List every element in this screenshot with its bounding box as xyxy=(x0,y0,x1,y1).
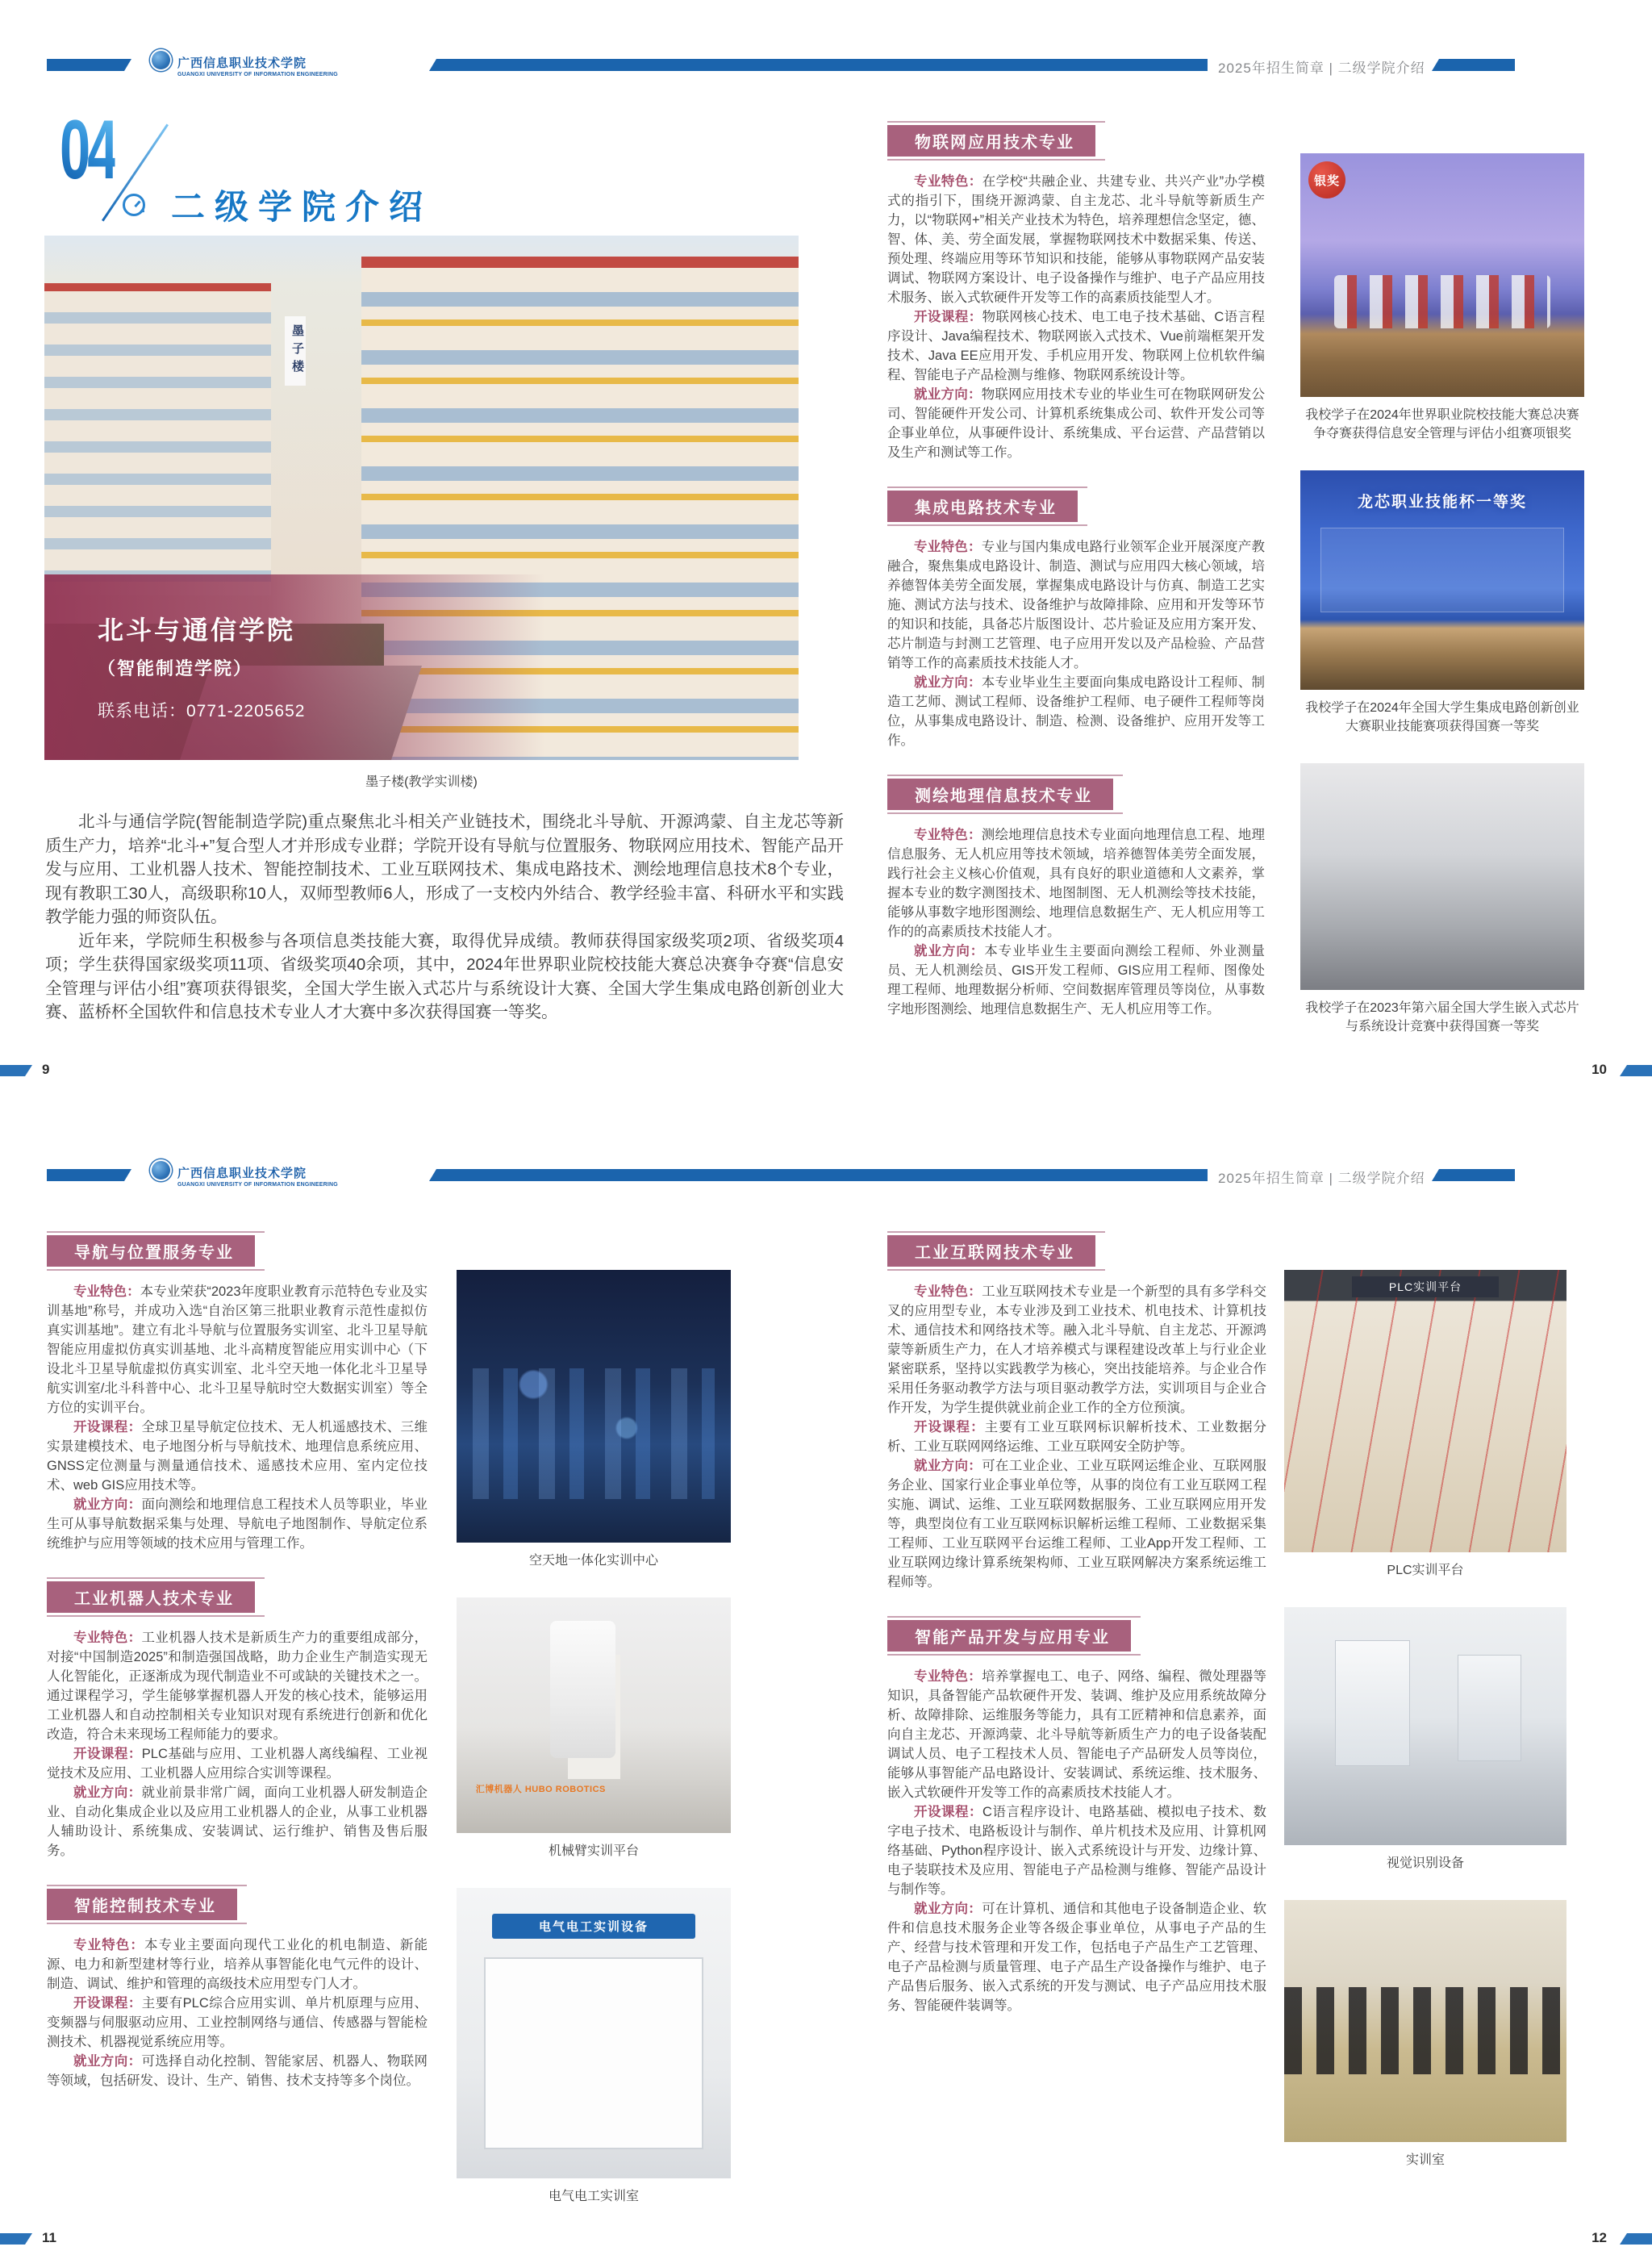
spread-pages-9-10 xyxy=(0,0,1652,1085)
major-section xyxy=(887,121,1265,462)
major-title-bar xyxy=(887,486,1087,526)
paragraph-label: 开设课程： xyxy=(914,1420,985,1434)
school-logo-globe-icon xyxy=(150,1159,172,1181)
major-paragraph: 就业方向：面向测绘和地理信息工程技术人员等职业，毕业生可从事导航数据采集与处理、导航电子地图制作、导航定位系统维护与应用等领域的技术应用与管理工作。 xyxy=(47,1497,428,1551)
photo-award1 xyxy=(1300,153,1584,397)
school-logo-globe-icon xyxy=(150,49,172,71)
intro-paragraph: 北斗与通信学院(智能制造学院)重点聚焦北斗相关产业链技术，围绕北斗导航、开源鸿蒙、自主龙芯等新质生产力，培养“北斗+”复合型人才并形成专业群；学院开设有导航与位置服务、物联网应用技术、智能产品开发与应用、工业机器人技术、智能控制技术、工业互联网技术、集成电路技术、测绘地理信息技术8个专业，现有教职工30人，高级职称10人，双师型教师6人，形成了一支校内外结合、教学经验丰富、科研水平和实践教学能力强的师资队伍。 xyxy=(45,812,844,926)
paragraph-label: 专业特色： xyxy=(73,1284,140,1299)
photo-caption: 我校学子在2024年全国大学生集成电路创新创业大赛职业技能赛项获得国赛一等奖 xyxy=(1305,701,1579,733)
page10-photo-column xyxy=(1300,153,1584,1063)
photo-figure xyxy=(1300,470,1584,736)
header-left-bar xyxy=(47,59,131,71)
major-title-bar xyxy=(47,1231,265,1271)
major-paragraph: 专业特色：工业机器人技术是新质生产力的重要组成部分，对接“中国制造2025”和制造强国战略，助力企业生产制造实现无人化智能化，正逐渐成为现代制造业不可或缺的关键技术之一。通过课程学习，学生能够掌握机器人开发的核心技术，能够运用工业机器人和自动控制相关专业知识对现有系统进行创新和优化改造，符合未来现场工程师能力的要求。 xyxy=(47,1631,428,1742)
page-header xyxy=(0,1161,1652,1209)
major-title: 智能控制技术专业 xyxy=(47,1889,237,1920)
paragraph-label: 就业方向： xyxy=(914,675,982,690)
major-title-bar xyxy=(887,775,1123,814)
photo-overlay-text: 汇博机器人 HUBO ROBOTICS xyxy=(475,1785,606,1795)
photo-caption: PLC实训平台 xyxy=(1387,1564,1464,1577)
page-header xyxy=(0,51,1652,99)
building-photo-caption: 墨子楼(教学实训楼) xyxy=(365,775,478,789)
photo-caption: 电气电工实训室 xyxy=(548,2190,639,2203)
photo-figure xyxy=(1284,1607,1566,1873)
major-paragraph: 开设课程：全球卫星导航定位技术、无人机遥感技术、三维实景建模技术、电子地图分析与导航技术、地理信息系统应用、GNSS定位测量与测量通信技术、遥感技术应用、室内定位技术、web GIS应用技术等。 xyxy=(47,1420,428,1493)
major-paragraph: 就业方向：物联网应用技术专业的毕业生可在物联网研发公司、智能硬件开发公司、计算机系统集成公司、软件开发公司等企事业单位，从事硬件设计、系统集成、平台运营、产品营销以及生产和测试等工作。 xyxy=(887,387,1266,460)
major-title: 集成电路技术专业 xyxy=(887,491,1078,522)
major-title: 智能产品开发与应用专业 xyxy=(887,1620,1131,1652)
header-breadcrumb: 2025年招生简章 | 二级学院介绍 xyxy=(1218,61,1425,76)
page11-major-column xyxy=(47,1231,428,2115)
major-section xyxy=(887,775,1265,1019)
photo-caption: 我校学子在2023年第六届全国大学生嵌入式芯片与系统设计竞赛中获得国赛一等奖 xyxy=(1305,1001,1579,1034)
photo-figure xyxy=(457,1597,731,1860)
header-left-bar xyxy=(47,1169,131,1181)
major-paragraph: 专业特色：培养掌握电工、电子、网络、编程、微处理器等知识，具备智能产品软硬件开发、装调、维护及应用系统故障分析、故障排除、运维服务等能力，具有工匠精神和信息素养，面向自主龙芯、开源鸿蒙、北斗导航等新质生产力的电子设备装配调试人员、电子工程技术人员、智能电子产品研发人员等岗位，能够从事智能产品电路设计、安装调试、系统运维、技术服务、嵌入式软硬件开发等工作的高素质技术技能人才。 xyxy=(887,1669,1267,1800)
photo-overlay-text: PLC实训平台 xyxy=(1352,1276,1499,1297)
photo-electric xyxy=(457,1888,731,2178)
photo-award3 xyxy=(1300,763,1584,990)
chapter-title: 二级学院介绍 xyxy=(171,188,433,226)
photo-figure xyxy=(1284,1270,1566,1580)
major-paragraph: 就业方向：可在工业企业、工业互联网运维企业、互联网服务企业、国家行业企事业单位等，从事的岗位有工业互联网工程实施、调试、运维、工业互联网数据服务、工业互联网应用开发等，典型岗位有工业互联网标识解析运维工程师、工业数据采集工程师、工业互联网平台运维工程师、工业App开发工程师、工业互联网边缘计算系统架构师、工业互联网解决方案系统运维工程师等。 xyxy=(887,1459,1267,1589)
clock-arrow-icon xyxy=(123,194,145,216)
paragraph-label: 开设课程： xyxy=(914,310,982,324)
photo-figure xyxy=(457,1270,731,1570)
page9-number: 9 xyxy=(42,1062,50,1077)
major-section xyxy=(887,1616,1266,2015)
header-middle-bar xyxy=(429,1169,1208,1181)
school-name-cn: 广西信息职业技术学院 xyxy=(177,1167,307,1180)
page12-corner-wedge xyxy=(1620,2233,1652,2245)
major-paragraph: 专业特色：专业与国内集成电路行业领军企业开展深度产教融合，聚焦集成电路设计、制造、测试与应用四大核心领域，培养德智体美劳全面发展，掌握集成电路设计与仿真、制造工艺实施、测试方法与技术、设备维护与故障排除、应用和开发等环节的知识和技能，具备芯片版图设计、芯片验证及应用方案开发、芯片制造与封测工艺管理、电子应用开发以及产品检验、产品营销等工作的高素质技术技能人才。 xyxy=(887,540,1266,670)
major-title-bar xyxy=(47,1577,265,1617)
major-paragraph: 专业特色：本专业主要面向现代工业化的机电制造、新能源、电力和新型建材等行业，培养从事智能化电气元件的设计、制造、调试、维护和管理的高级技术应用型专门人才。 xyxy=(47,1938,428,1991)
paragraph-label: 就业方向： xyxy=(73,2054,142,2069)
photo-figure xyxy=(457,1888,731,2206)
photo-caption: 机械臂实训平台 xyxy=(548,1844,639,1858)
header-right-bar xyxy=(1432,1169,1515,1181)
school-name-en: GUANGXI UNIVERSITY OF INFORMATION ENGINEERING xyxy=(177,1182,338,1188)
intro-paragraph: 近年来，学院师生积极参与各项信息类技能大赛，取得优异成绩。教师获得国家级奖项2项、省级奖项4项；学生获得国家级奖项11项、省级奖项40余项，其中，2024年世界职业院校技能大赛总决赛争夺赛“信息安全管理与评估小组”赛项获得银奖，全国大学生嵌入式芯片与系统设计大赛、全国大学生集成电路创新创业大赛、蓝桥杯全国软件和信息技术专业人才大赛中多次获得国赛一等奖。 xyxy=(45,931,844,1021)
major-paragraph: 就业方向：就业前景非常广阔，面向工业机器人研发制造企业、自动化集成企业以及应用工业机器人的企业，从事工业机器人辅助设计、系统集成、安装调试、运行维护、销售及售后服务。 xyxy=(47,1785,428,1858)
major-paragraph: 开设课程：C语言程序设计、电路基础、模拟电子技术、数字电子技术、电路板设计与制作、单片机技术及应用、计算机网络基础、Python程序设计、嵌入式系统设计与开发、边缘计算、电子装联技术及应用、智能电子产品检测与维修、智能产品设计与制作等。 xyxy=(887,1805,1266,1897)
photo-figure xyxy=(1284,1900,1566,2169)
major-section xyxy=(47,1885,428,2090)
major-paragraph: 开设课程：PLC基础与应用、工业机器人离线编程、工业视觉技术及应用、工业机器人应用综合实训等课程。 xyxy=(47,1747,428,1781)
major-paragraph: 就业方向：本专业毕业生主要面向集成电路设计工程师、制造工艺师、测试工程师、设备维护工程师、电子硬件工程师等岗位，从事集成电路设计、制造、检测、设备维护、应用开发等工作。 xyxy=(887,675,1266,748)
major-title: 工业互联网技术专业 xyxy=(887,1235,1095,1267)
photo-vision xyxy=(1284,1607,1566,1845)
major-paragraph: 专业特色：在学校“共融企业、共建专业、共兴产业”办学模式的指引下，围绕开源鸿蒙、自主龙芯、北斗导航等新质生产力，以“物联网+”相关产业技术为特色，培养理想信念坚定，德、智、体、美、劳全面发展，掌握物联网技术中数据采集、传送、预处理、终端应用等环节知识和技能，能够从事物联网产品安装调试、物联网方案设计、电子设备操作与维护、电子产品应用技术服务、嵌入式软硬件开发等工作的高素质技能型人才。 xyxy=(887,174,1265,305)
photo-overlay-text: 龙芯职业技能杯一等奖 xyxy=(1357,494,1527,512)
paragraph-label: 专业特色： xyxy=(73,1631,142,1645)
school-name-en: GUANGXI UNIVERSITY OF INFORMATION ENGINEERING xyxy=(177,72,338,77)
major-title: 测绘地理信息技术专业 xyxy=(887,779,1113,810)
major-title: 工业机器人技术专业 xyxy=(47,1581,255,1613)
header-breadcrumb: 2025年招生简章 | 二级学院介绍 xyxy=(1218,1171,1425,1186)
award-badge: 银奖 xyxy=(1308,161,1345,198)
paragraph-label: 专业特色： xyxy=(914,1284,982,1299)
major-section xyxy=(887,486,1265,750)
college-title-overlay xyxy=(44,574,577,760)
paragraph-label: 专业特色： xyxy=(914,828,982,842)
paragraph-label: 就业方向： xyxy=(73,1497,142,1512)
page10-number: 10 xyxy=(1592,1062,1607,1077)
major-title: 物联网应用技术专业 xyxy=(887,125,1095,157)
building-far-wing xyxy=(44,283,271,595)
photo-caption: 空天地一体化实训中心 xyxy=(528,1554,658,1568)
paragraph-label: 专业特色： xyxy=(73,1938,145,1952)
page11-photo-column xyxy=(457,1270,731,2233)
paragraph-label: 就业方向： xyxy=(914,1459,982,1473)
page12-major-column xyxy=(887,1231,1266,2040)
photo-overlay-text: 电气电工实训设备 xyxy=(492,1914,695,1939)
header-middle-bar xyxy=(429,59,1208,71)
major-title-bar xyxy=(887,1231,1105,1271)
paragraph-label: 就业方向： xyxy=(914,944,985,958)
photo-city xyxy=(457,1270,731,1543)
photo-caption: 视觉识别设备 xyxy=(1386,1856,1464,1870)
major-title-bar xyxy=(47,1885,247,1924)
major-paragraph: 就业方向：可选择自动化控制、智能家居、机器人、物联网等领域，包括研发、设计、生产、销售、技术支持等多个岗位。 xyxy=(47,2054,428,2088)
major-paragraph: 开设课程：主要有PLC综合应用实训、单片机原理与应用、变频器与伺服驱动应用、工业控制网络与通信、传感器与智能检测技术、机器视觉系统应用等。 xyxy=(47,1996,428,2049)
school-logo xyxy=(177,1164,338,1188)
major-title: 导航与位置服务专业 xyxy=(47,1235,255,1267)
major-paragraph: 专业特色：本专业荣获“2023年度职业教育示范特色专业及实训基地”称号，并成功入选“自治区第三批职业教育示范性虚拟仿真实训基地”。建立有北斗导航与位置服务实训室、北斗卫星导航智能应用虚拟仿真实训基地、北斗高精度智能应用实训中心（下设北斗卫星导航虚拟仿真实训室、北斗空天地一体化北斗卫星导航实训室/北斗科普中心、北斗卫星导航时空大数据实训室）等全方位的实训平台。 xyxy=(47,1284,428,1415)
major-paragraph: 就业方向：可在计算机、通信和其他电子设备制造企业、软件和信息技术服务企业等各级企事业单位，从事电子产品的生产、经营与技术管理和开发工作，包括电子产品生产工艺管理、电子产品检测与质量管理、电子产品生产设备操作与维护、电子产品售后服务、嵌入式系统的开发与测试、电子产品应用技术服务、智能硬件装调等。 xyxy=(887,1902,1267,2013)
photo-figure xyxy=(1300,763,1584,1036)
header-right-bar xyxy=(1432,59,1515,71)
paragraph-label: 就业方向： xyxy=(73,1785,142,1800)
campus-building-photo xyxy=(44,236,799,760)
paragraph-label: 开设课程： xyxy=(914,1805,983,1819)
paragraph-label: 开设课程： xyxy=(73,1420,142,1434)
major-section xyxy=(47,1577,428,1860)
paragraph-label: 开设课程： xyxy=(73,1747,142,1761)
photo-plc xyxy=(1284,1270,1566,1552)
page12-number: 12 xyxy=(1592,2230,1607,2245)
building-name-sign: 墨子楼 xyxy=(285,316,306,386)
major-section xyxy=(887,1231,1266,1592)
school-logo xyxy=(177,54,338,77)
photo-caption: 我校学子在2024年世界职业院校技能大赛总决赛争夺赛获得信息安全管理与评估小组赛项银奖 xyxy=(1305,408,1579,441)
major-title-bar xyxy=(887,1616,1141,1656)
paragraph-label: 就业方向： xyxy=(914,1902,982,1916)
page12-photo-column xyxy=(1284,1270,1566,2197)
page10-major-column xyxy=(887,121,1265,1043)
college-name: 北斗与通信学院 xyxy=(98,616,296,645)
paragraph-label: 专业特色： xyxy=(914,540,982,554)
photo-award2 xyxy=(1300,470,1584,690)
page9-corner-wedge xyxy=(0,1065,32,1076)
major-title-bar xyxy=(887,121,1105,161)
major-paragraph: 开设课程：主要有工业互联网标识解析技术、工业数据分析、工业互联网网络运维、工业互联网安全防护等。 xyxy=(887,1420,1267,1454)
photo-classroom xyxy=(1284,1900,1566,2142)
chapter-number: 04 xyxy=(60,103,115,197)
page11-corner-wedge xyxy=(0,2233,32,2245)
photo-figure xyxy=(1300,153,1584,443)
photo-robot xyxy=(457,1597,731,1833)
school-name-cn: 广西信息职业技术学院 xyxy=(177,56,307,70)
page10-corner-wedge xyxy=(1620,1065,1652,1076)
major-paragraph: 就业方向：本专业毕业生主要面向测绘工程师、外业测量员、无人机测绘员、GIS开发工程师、GIS应用工程师、图像处理工程师、地理数据分析师、空间数据库管理员等岗位，从事数字地形图测绘、地理信息数据生产、无人机应用等工作。 xyxy=(887,944,1265,1017)
paragraph-label: 开设课程： xyxy=(73,1996,142,2011)
major-paragraph: 专业特色：工业互联网技术专业是一个新型的具有多学科交叉的应用型专业，本专业涉及到工业技术、机电技术、计算机技术、通信技术和网络技术等。融入北斗导航、自主龙芯、开源鸿蒙等新质生产力，在人才培养模式与课程建设改革上与行业企业紧密联系，坚持以实践教学为核心，突出技能培养。与企业合作采用任务驱动教学方法与项目驱动教学方法，实训项目与企业合作开发，为学生提供就业前企业工作的全方位预演。 xyxy=(887,1284,1267,1415)
paragraph-label: 专业特色： xyxy=(914,174,982,189)
major-section xyxy=(47,1231,428,1553)
college-intro-text xyxy=(45,810,844,1025)
spread-pages-11-12 xyxy=(0,1110,1652,2255)
major-paragraph: 开设课程：物联网核心技术、电工电子技术基础、C语言程序设计、Java编程技术、物联网嵌入式技术、Vue前端框架开发技术、Java EE应用开发、手机应用开发、物联网上位机软件编程、智能电子产品检测与维修、物联网系统设计等。 xyxy=(887,310,1266,382)
paragraph-label: 专业特色： xyxy=(914,1669,982,1684)
photo-caption: 实训室 xyxy=(1405,2153,1445,2167)
page11-number: 11 xyxy=(42,2230,56,2245)
paragraph-label: 就业方向： xyxy=(914,387,982,402)
college-alias: （智能制造学院） xyxy=(98,658,253,679)
college-contact-phone: 联系电话：0771-2205652 xyxy=(98,702,306,720)
major-paragraph: 专业特色：测绘地理信息技术专业面向地理信息工程、地理信息服务、无人机应用等技术领域，培养德智体美劳全面发展，践行社会主义核心价值观，具有良好的职业道德和人文素养，掌握本专业的数字测图技术、地图制图、无人机测绘等技术技能，能够从事数字地形图测绘、地理信息数据生产、无人机应用等工作的的高素质技术技能人才。 xyxy=(887,828,1266,939)
